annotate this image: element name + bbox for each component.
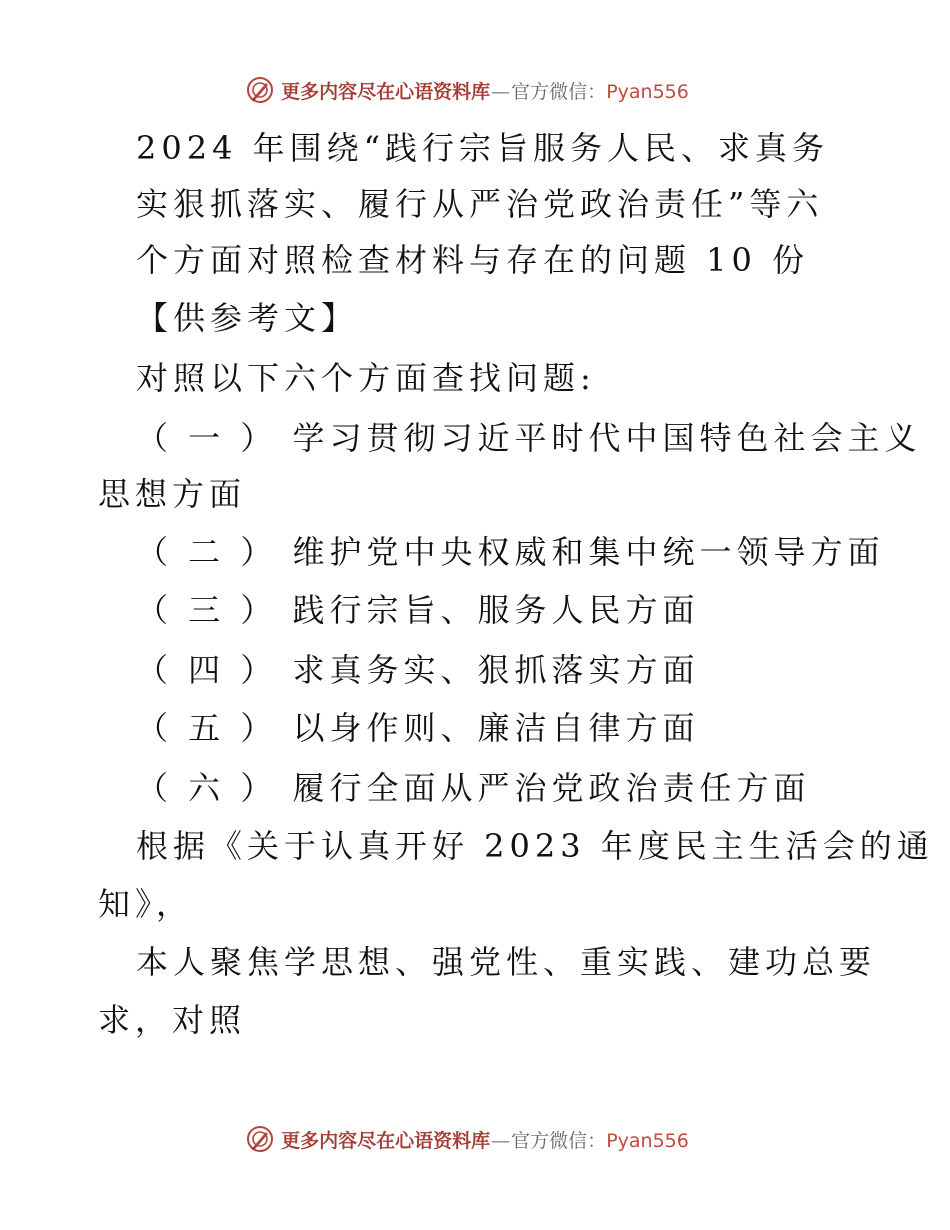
item-5: （ 五 ） 以身作则、廉洁自律方面 xyxy=(136,709,700,747)
banner-account: Pyan556 xyxy=(606,1129,689,1152)
item-2: （ 二 ） 维护党中央权威和集中统一领导方面 xyxy=(136,533,885,571)
banner-lead: 更多内容尽在心语资料库 xyxy=(281,1129,491,1152)
paragraph-2-line-2: 求，对照 xyxy=(98,1001,247,1039)
banner-label: 官方微信： xyxy=(511,80,607,103)
banner-content xyxy=(245,75,689,105)
banner-label: 官方微信： xyxy=(511,1129,607,1152)
banner-account: Pyan556 xyxy=(606,80,689,103)
intro-text: 对照以下六个方面查找问题: xyxy=(136,359,596,397)
item-4: （ 四 ） 求真务实、狠抓落实方面 xyxy=(136,651,700,689)
item-6: （ 六 ） 履行全面从严治党政治责任方面 xyxy=(136,769,811,807)
header-banner xyxy=(0,70,950,110)
title-line-2: 实狠抓落实、履行从严治党政治责任”等六 xyxy=(136,185,824,223)
item-1-line-1: （ 一 ） 学习贯彻习近平时代中国特色社会主义 xyxy=(136,419,922,457)
paragraph-1-line-1: 根据《关于认真开好 2023 年度民主生活会的通 xyxy=(136,827,934,865)
banner-dash: — xyxy=(491,80,511,103)
banner-text-footer xyxy=(281,1126,689,1153)
banner-lead: 更多内容尽在心语资料库 xyxy=(281,80,491,103)
paragraph-2-line-1: 本人聚焦学思想、强党性、重实践、建功总要 xyxy=(136,943,877,981)
banner-content-footer xyxy=(245,1124,689,1154)
banner-text xyxy=(281,77,689,104)
reference-tag: 【供参考文】 xyxy=(136,299,359,337)
paragraph-1-line-2: 知》， xyxy=(98,885,194,923)
banner-dash: — xyxy=(491,1129,511,1152)
footer-banner xyxy=(0,1119,950,1159)
title-line-3: 个方面对照检查材料与存在的问题 10 份 xyxy=(136,241,810,279)
pen-logo-icon xyxy=(245,75,275,105)
title-line-1: 2024 年围绕“践行宗旨服务人民、求真务 xyxy=(136,129,829,167)
item-3: （ 三 ） 践行宗旨、服务人民方面 xyxy=(136,591,700,629)
pen-logo-icon xyxy=(245,1124,275,1154)
item-1-line-2: 思想方面 xyxy=(98,475,247,513)
